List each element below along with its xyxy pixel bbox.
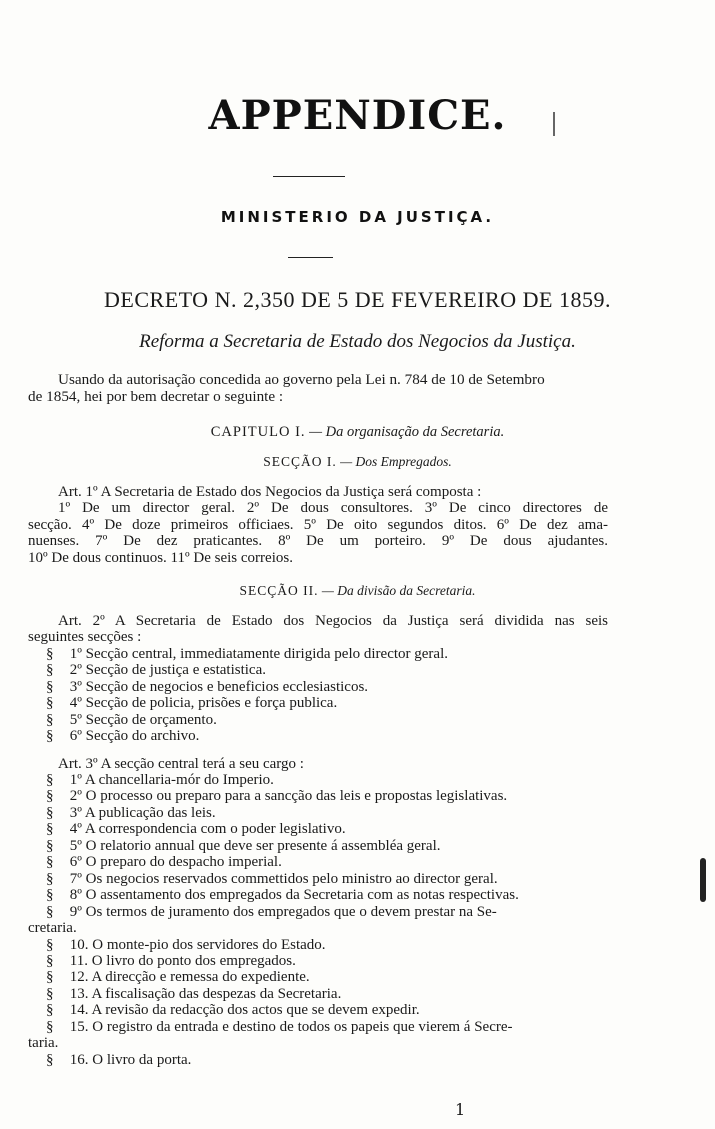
section-sign: § (46, 646, 54, 662)
appendix-heading: APPENDICE. (208, 92, 507, 139)
page-number: 1 (455, 1100, 466, 1119)
list-item (28, 1002, 608, 1018)
item-number: 3º (69, 678, 82, 695)
section-sign: § (46, 936, 54, 953)
preamble-line-2: de 1854, hei por bem decretar o seguinte : (28, 387, 284, 405)
section-sign: § (46, 952, 54, 969)
section-2-heading (0, 583, 715, 599)
scan-mark (553, 112, 555, 136)
item-text: A direcção e remessa do expediente. (91, 969, 310, 986)
section-1-label: SECÇÃO I. (263, 454, 337, 469)
item-number: 2º (69, 662, 82, 679)
list-item (28, 788, 608, 804)
section-2-title: — Da divisão da Secretaria. (321, 583, 476, 598)
item-text: Secção do archivo. (85, 728, 200, 745)
divider-top (273, 176, 345, 177)
article-3-items (28, 772, 608, 1068)
item-text: O preparo do despacho imperial. (85, 854, 282, 871)
list-item (28, 679, 608, 695)
list-item-continuation (28, 920, 608, 936)
article-2-sections (28, 646, 608, 745)
list-item (28, 805, 608, 821)
list-item (28, 728, 608, 744)
item-number: 12. (69, 969, 89, 986)
item-number: 14. (69, 1002, 89, 1019)
list-item (28, 646, 608, 662)
list-item (28, 695, 608, 711)
section-sign: § (46, 804, 54, 821)
article-1-line-1: Art. 1º A Secretaria de Estado dos Negocios da Justiça será composta : (58, 484, 482, 500)
divider-bottom (288, 257, 333, 258)
ministry-heading: MINISTERIO DA JUSTIÇA. (220, 208, 495, 226)
section-sign: § (46, 1018, 54, 1035)
list-item (28, 937, 608, 953)
list-item (28, 838, 608, 854)
section-sign: § (46, 1051, 54, 1068)
item-text: Secção de policia, prisões e força publica. (85, 695, 338, 712)
list-item (28, 986, 608, 1002)
section-sign: § (46, 837, 54, 854)
decree-subtitle: Reforma a Secretaria de Estado dos Negocios da Justiça. (139, 331, 576, 352)
item-text: Secção central, immediatamente dirigida pelo director geral. (85, 646, 448, 662)
section-2-label: SECÇÃO II. (239, 583, 319, 598)
article-3-intro (28, 756, 608, 772)
section-sign: § (46, 695, 54, 712)
list-item (28, 887, 608, 903)
article-2 (28, 613, 608, 646)
list-item (28, 662, 608, 678)
item-number: 3º (69, 804, 82, 821)
list-item (28, 772, 608, 788)
item-text: O livro da porta. (92, 1051, 192, 1068)
item-number: 13. (69, 985, 89, 1002)
section-sign: § (46, 662, 54, 679)
section-sign: § (46, 903, 54, 920)
item-number: 1º (69, 646, 82, 662)
list-item (28, 871, 608, 887)
article-2-line-1: Art. 2º A Secretaria de Estado dos Negocios da Justiça será dividida nas seis (58, 613, 608, 629)
item-number: 8º (69, 887, 82, 904)
scan-mark (700, 858, 706, 902)
item-number: 5º (69, 837, 82, 854)
chapter-label: CAPITULO I. (210, 424, 306, 440)
item-text: A publicação das leis. (84, 804, 216, 821)
section-sign: § (46, 728, 54, 745)
list-item (28, 821, 608, 837)
item-number: 6º (69, 728, 82, 745)
section-sign: § (46, 887, 54, 904)
article-1-line-5: 10º De dous continuos. 11º De seis correios. (28, 549, 293, 566)
section-sign: § (46, 711, 54, 728)
item-number: 11. (69, 952, 88, 969)
article-1-line-2: 1º De um director geral. 2º De dous consultores. 3º De cinco directores de (58, 500, 608, 517)
item-text: cretaria. (28, 920, 77, 937)
decree-title: DECRETO N. 2,350 DE 5 DE FEVEREIRO DE 1859. (104, 287, 611, 312)
item-number: 16. (69, 1051, 89, 1068)
item-text: Os negocios reservados commettidos pelo ministro ao director geral. (85, 870, 498, 887)
article-1-line-4: nuenses. 7º De dez praticantes. 8º De um porteiro. 9º De dous ajudantes. (28, 533, 608, 550)
section-sign: § (46, 969, 54, 986)
section-sign: § (46, 985, 54, 1002)
item-text: A revisão da redacção dos actos que se devem expedir. (91, 1002, 420, 1019)
list-item (28, 953, 608, 969)
item-number: 7º (69, 870, 82, 887)
item-number: 6º (69, 854, 82, 871)
list-item (28, 904, 608, 920)
section-1-heading (0, 454, 715, 470)
item-text: taria. (28, 1035, 59, 1052)
item-number: 4º (69, 695, 82, 712)
item-text: A fiscalisação das despezas da Secretaria. (91, 985, 342, 1002)
item-number: 9º (69, 903, 82, 920)
preamble (28, 372, 600, 406)
item-text: O livro do ponto dos empregados. (91, 952, 296, 969)
list-item (28, 712, 608, 728)
section-sign: § (46, 854, 54, 871)
article-1-line-3: secção. 4º De doze primeiros officiaes. 5º De oito segundos ditos. 6º De dez ama- (28, 516, 608, 533)
item-number: 15. (69, 1018, 89, 1035)
item-text: O relatorio annual que deve ser presente á assembléa geral. (85, 837, 441, 854)
item-number: 1º (69, 772, 82, 788)
item-text: O monte-pio dos servidores do Estado. (92, 936, 326, 953)
list-item (28, 854, 608, 870)
article-3-line-1: Art. 3º A secção central terá a seu cargo : (58, 756, 304, 772)
list-item (28, 1019, 608, 1035)
section-sign: § (46, 870, 54, 887)
list-item (28, 969, 608, 985)
item-number: 4º (69, 821, 82, 838)
section-sign: § (46, 1002, 54, 1019)
article-2-line-2: seguintes secções : (28, 629, 142, 646)
preamble-line-1: Usando da autorisação concedida ao governo pela Lei n. 784 de 10 de Setembro (58, 371, 545, 388)
item-text: A correspondencia com o poder legislativo. (84, 821, 346, 838)
item-number: 10. (69, 936, 89, 953)
chapter-heading (0, 424, 715, 441)
section-sign: § (46, 772, 54, 788)
item-text: Secção de justiça e estatistica. (85, 662, 266, 679)
item-text: Os termos de juramento dos empregados que o devem prestar na Se- (85, 903, 497, 920)
item-text: O assentamento dos empregados da Secretaria com as notas respectivas. (85, 887, 519, 904)
item-number: 2º (69, 788, 82, 805)
list-item (28, 1052, 608, 1068)
section-sign: § (46, 678, 54, 695)
item-number: 5º (69, 711, 82, 728)
item-text: O registro da entrada e destino de todos os papeis que vierem á Secre- (92, 1018, 513, 1035)
list-item-continuation (28, 1035, 608, 1051)
section-1-title: — Dos Empregados. (340, 454, 452, 469)
article-1 (28, 484, 608, 566)
chapter-title: — Da organisação da Secretaria. (309, 424, 505, 440)
item-text: Secção de orçamento. (85, 711, 217, 728)
item-text: Secção de negocios e beneficios ecclesiasticos. (85, 678, 369, 695)
section-sign: § (46, 821, 54, 838)
item-text: O processo ou preparo para a sancção das leis e propostas legislativas. (85, 788, 508, 805)
section-sign: § (46, 788, 54, 805)
item-text: A chancellaria-mór do Imperio. (84, 772, 274, 788)
